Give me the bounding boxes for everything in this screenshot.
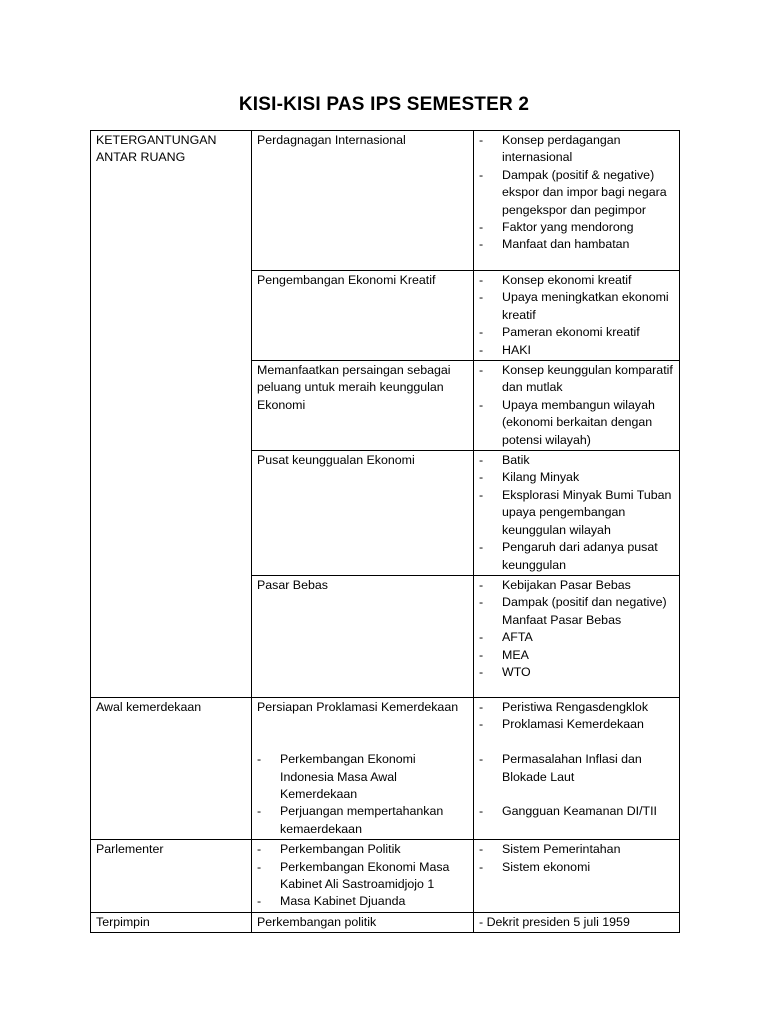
table-row xyxy=(91,697,680,839)
list-item: - Pameran ekonomi kreatif xyxy=(479,324,674,341)
list-item: - Masa Kabinet Djuanda xyxy=(257,893,468,910)
points-cell: - Dekrit presiden 5 juli 1959 xyxy=(474,912,680,932)
list-item: - Eksplorasi Minyak Bumi Tuban upaya pengembangan keunggulan wilayah xyxy=(479,487,674,539)
list-item: - Perkembangan Politik xyxy=(257,841,468,858)
points-cell xyxy=(474,575,680,697)
list-item: - Perjuangan mempertahankan kemaerdekaan xyxy=(257,803,468,838)
points-cell xyxy=(474,361,680,451)
points-cell xyxy=(474,451,680,576)
subtopic-cell: Memanfaatkan persaingan sebagai peluang untuk meraih keunggulan Ekonomi xyxy=(252,361,474,451)
list-item: - Peristiwa Rengasdengklok xyxy=(479,699,674,716)
list-item: - Sistem Pemerintahan xyxy=(479,841,674,858)
list-item: - Dampak (positif & negative) ekspor dan impor bagi negara pengekspor dan pegimpor xyxy=(479,167,674,219)
list-item: - AFTA xyxy=(479,629,674,646)
subtopic-cell xyxy=(252,840,474,913)
list-item: - Pengaruh dari adanya pusat keunggulan xyxy=(479,539,674,574)
list-item: - Upaya meningkatkan ekonomi kreatif xyxy=(479,289,674,324)
list-item: - Faktor yang mendorong xyxy=(479,219,674,236)
subtopic-cell: Pusat keunggualan Ekonomi xyxy=(252,451,474,576)
topic-cell: KETERGANTUNGAN ANTAR RUANG xyxy=(91,131,252,698)
list-item: - Konsep perdagangan internasional xyxy=(479,132,674,167)
list-item: - Manfaat dan hambatan xyxy=(479,236,674,253)
table-row xyxy=(91,840,680,913)
table-row xyxy=(91,912,680,932)
list-item: - Konsep ekonomi kreatif xyxy=(479,272,674,289)
list-item: - Kilang Minyak xyxy=(479,469,674,486)
list-item: - Konsep keunggulan komparatif dan mutlak xyxy=(479,362,674,397)
points-cell xyxy=(474,840,680,913)
document-title: KISI-KISI PAS IPS SEMESTER 2 xyxy=(238,94,530,115)
list-item: - Proklamasi Kemerdekaan xyxy=(479,716,674,733)
list-item: - Batik xyxy=(479,452,674,469)
list-item: - HAKI xyxy=(479,342,674,359)
subtopic-label: Persiapan Proklamasi Kemerdekaan xyxy=(257,699,459,714)
list-item: - Kebijakan Pasar Bebas xyxy=(479,577,674,594)
subtopic-cell: Pengembangan Ekonomi Kreatif xyxy=(252,271,474,361)
subtopic-cell: Perdagnagan Internasional xyxy=(252,131,474,271)
topic-cell: Terpimpin xyxy=(91,912,252,932)
list-item: - MEA xyxy=(479,647,674,664)
subtopic-cell: Perkembangan politik xyxy=(252,912,474,932)
list-item: - Upaya membangun wilayah (ekonomi berkaitan dengan potensi wilayah) xyxy=(479,397,674,449)
points-cell xyxy=(474,131,680,271)
points-cell xyxy=(474,271,680,361)
list-item: - Perkembangan Ekonomi Indonesia Masa Awal Kemerdekaan xyxy=(257,751,468,803)
list-item: - Permasalahan Inflasi dan Blokade Laut xyxy=(479,751,674,786)
topic-cell: Awal kemerdekaan xyxy=(91,697,252,839)
subtopic-cell xyxy=(252,697,474,839)
subtopic-cell: Pasar Bebas xyxy=(252,575,474,697)
list-item: - Sistem ekonomi xyxy=(479,859,674,876)
list-item: - Gangguan Keamanan DI/TII xyxy=(479,803,674,820)
list-item: - Perkembangan Ekonomi Masa Kabinet Ali Sastroamidjojo 1 xyxy=(257,859,468,894)
points-cell xyxy=(474,697,680,839)
table-row xyxy=(91,131,680,271)
topic-cell: Parlementer xyxy=(91,840,252,913)
list-item: - Dampak (positif dan negative) Manfaat Pasar Bebas xyxy=(479,594,674,629)
kisi-kisi-table xyxy=(90,130,680,933)
list-item: - WTO xyxy=(479,664,674,681)
